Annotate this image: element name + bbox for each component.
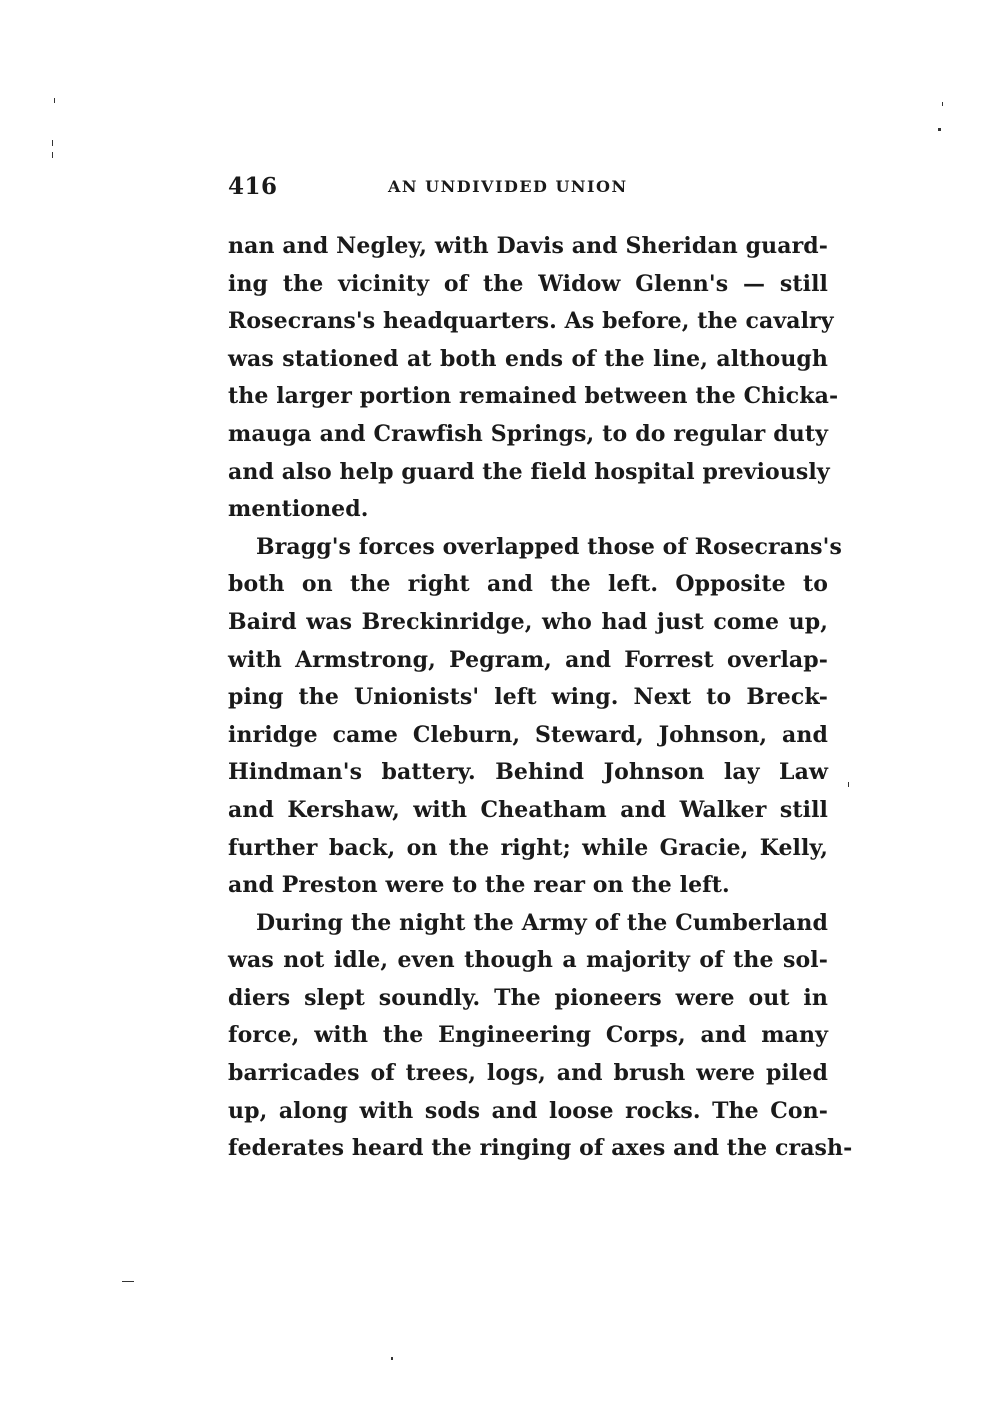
scan-mark [938,128,941,131]
text-line: Bragg's forces overlapped those of Rosecrans's [256,533,842,560]
running-title: AN UNDIVIDED UNION [388,177,628,196]
text-line: the larger portion remained between the Chicka- [228,383,839,410]
text-line: up, along with sods and loose rocks. The Con- [228,1097,828,1124]
running-head [228,173,828,205]
text-line: Hindman's battery. Behind Johnson lay Law [228,759,828,786]
text-line: mauga and Crawfish Springs, to do regular duty [228,420,828,447]
scan-mark [52,152,53,158]
scan-mark [54,98,55,103]
scan-mark [122,1281,134,1282]
text-line: inridge came Cleburn, Steward, Johnson, and [228,721,828,748]
text-line: federates heard the ringing of axes and the crash- [228,1135,853,1162]
scan-mark [391,1357,393,1360]
text-line: and Preston were to the rear on the left. [228,872,730,899]
text-line: Baird was Breckinridge, who had just come up, [228,608,828,635]
text-line: and also help guard the field hospital previously [228,458,830,485]
scan-mark [942,102,943,106]
text-line: nan and Negley, with Davis and Sheridan guard- [228,233,828,259]
text-line: both on the right and the left. Opposite to [228,571,828,598]
scan-mark [848,782,849,787]
text-line: was not idle, even though a majority of the sol- [228,947,828,974]
text-line: During the night the Army of the Cumberland [256,909,828,936]
text-line: ing the vicinity of the Widow Glenn's — still [228,270,828,297]
body-text [228,228,853,1168]
scan-mark [52,140,53,146]
text-line: diers slept soundly. The pioneers were out in [228,984,828,1011]
page-number: 416 [228,173,278,200]
text-line: was stationed at both ends of the line, although [228,345,828,372]
text-line: further back, on the right; while Gracie, Kelly, [228,834,828,861]
text-line: force, with the Engineering Corps, and many [228,1022,828,1049]
text-line: mentioned. [228,496,369,523]
text-line: Rosecrans's headquarters. As before, the cavalry [228,308,834,335]
text-line: barricades of trees, logs, and brush were piled [228,1060,828,1087]
text-line: and Kershaw, with Cheatham and Walker still [228,796,828,823]
text-line: ping the Unionists' left wing. Next to Breck- [228,684,828,711]
text-line: with Armstrong, Pegram, and Forrest overlap- [228,646,828,673]
